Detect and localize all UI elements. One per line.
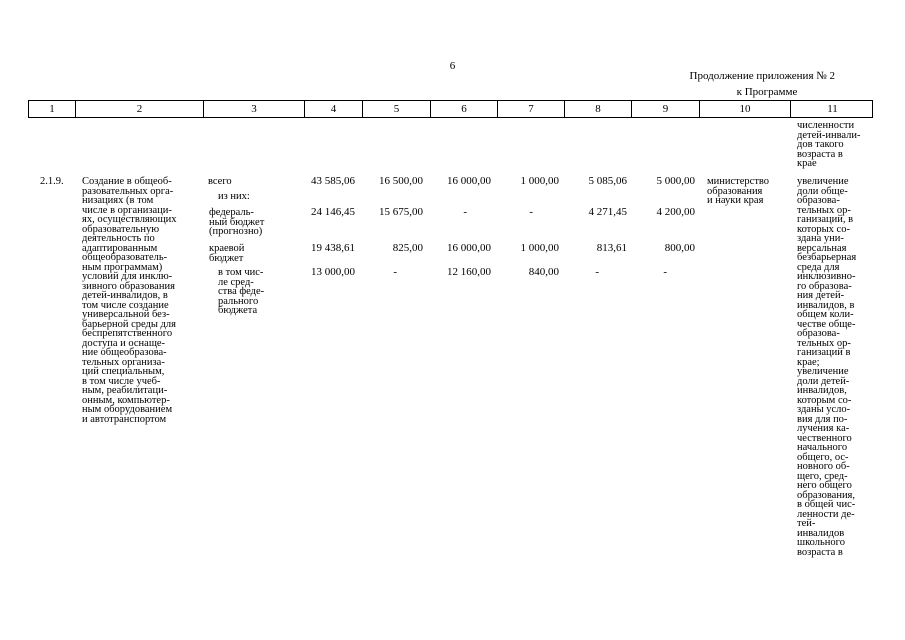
value-cell: 800,00 [664,242,695,254]
value-cell: - [393,266,397,278]
value-cell: - [463,206,467,218]
value-cell: 825,00 [392,242,423,254]
column-header: 7 [498,101,565,117]
value-cell: 840,00 [528,266,559,278]
column-header: 9 [632,101,700,117]
value-cell: 12 160,00 [447,266,491,278]
value-cell: 15 675,00 [379,206,423,218]
value-cell: 43 585,06 [311,175,355,187]
row-number: 2.1.9. [40,176,64,187]
value-cell: 16 000,00 [447,242,491,254]
source-label-federal-share: в том чис- ле сред- ства феде- рального бюджета [218,267,265,316]
value-cell: 5 085,06 [588,175,627,187]
column-header: 5 [363,101,431,117]
appendix-title: Продолжение приложения № 2 [689,70,835,82]
value-cell: 13 000,00 [311,266,355,278]
value-cell: 5 000,00 [656,175,695,187]
column-header: 3 [204,101,305,117]
value-cell: 813,61 [596,242,627,254]
source-label-federal: федераль- ный бюджет (прогнозно) [209,207,265,237]
value-cell: 24 146,45 [311,206,355,218]
value-cell: 16 000,00 [447,175,491,187]
column-header: 11 [827,103,838,115]
responsible-executor: министерство образования и науки края [707,176,770,206]
column-header: 4 [305,101,363,117]
column-header: 6 [431,101,498,117]
expected-result: увеличение доли обще- образова- тельных ор- ганизаций, в которых со- здана уни- версальная безбарьерная среда для инклюзивно- го образова- ния детей- инвалидов, в общем коли- честве обще- образова- тельных ор- ганизаций в крае; увеличение доли детей- инвалидов, которым со- зданы усло- вия для по- лучения ка- чественного начального общего, ос- новного об- щего, сред- него общего образования, в общей чис- ленности де- тей- инвалидов школьного возраста в [797,176,857,558]
appendix-subtitle: к Программе [736,86,798,98]
column-header: 1 [29,101,76,117]
column-header: 10 [700,101,791,117]
activity-name: Создание в общеоб- разовательных орга- низациях (в том числе в организаци- ях, осуществляющих образовательную деятельность по адаптированным общеобразователь- ным программам) условий для инклю- зивного образования детей-инвалидов, в том числе создание универсальной без- барьерной среды для беспрепятственного доступа и оснаще- ние общеобразова- тельных организа- ций специальным, в том числе учеб- ным, реабилитаци- онным, компьютер- ным оборудованием и автотранспортом [82,176,177,425]
table-header-row [28,100,873,118]
column-header: 2 [76,101,204,117]
value-cell: 4 200,00 [656,206,695,218]
value-cell: - [663,266,667,278]
source-label-of-which: из них: [218,191,250,202]
value-cell: - [529,206,533,218]
page-number: 6 [449,60,456,72]
source-label-regional: краевой бюджет [209,243,245,264]
value-cell: 4 271,45 [588,206,627,218]
column-header: 8 [565,101,632,117]
value-cell: 1 000,00 [520,175,559,187]
value-cell: 16 500,00 [379,175,423,187]
value-cell: 1 000,00 [520,242,559,254]
carryover-result-text: численности детей-инвали- дов такого возраста в крае [797,120,861,169]
value-cell: 19 438,61 [311,242,355,254]
source-label-total: всего [208,176,232,187]
value-cell: - [595,266,599,278]
